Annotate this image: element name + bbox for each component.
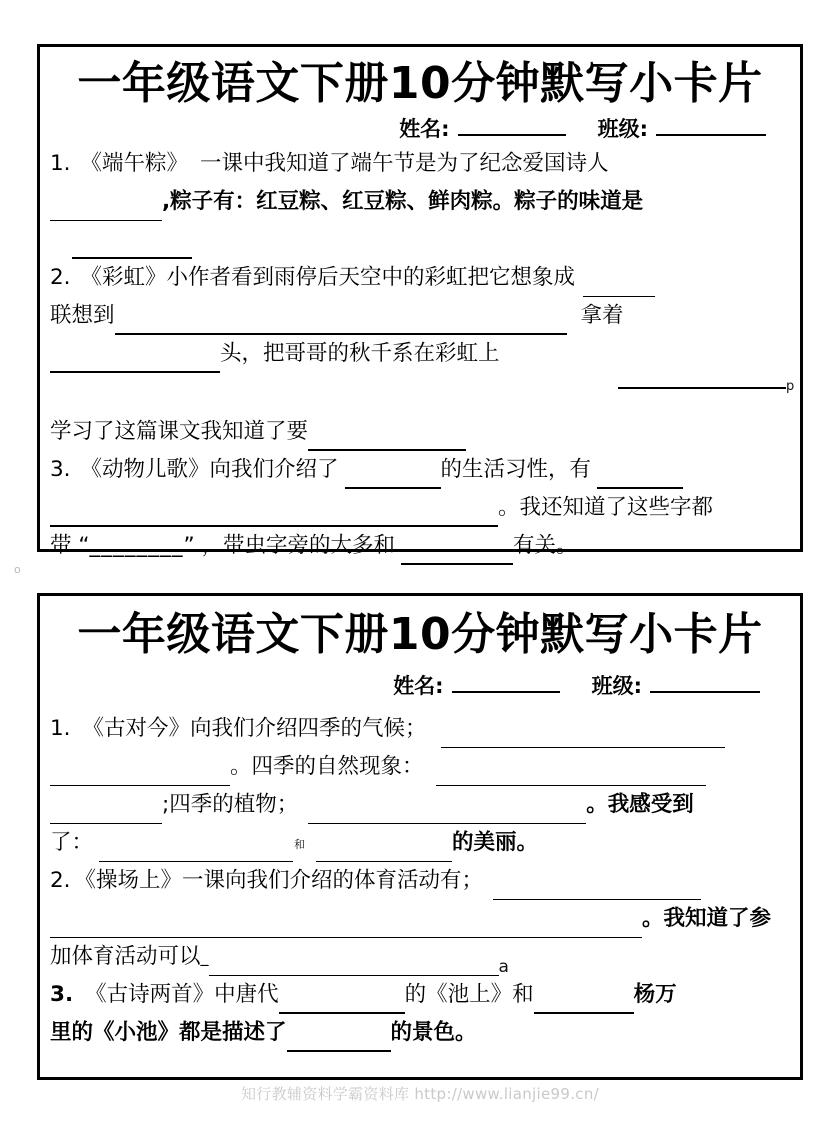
card-2-q1-text-f: 的美丽。 xyxy=(452,830,539,856)
card-2-q1-blank-5[interactable] xyxy=(308,802,586,825)
card-2-q1-blank-1[interactable] xyxy=(441,726,725,749)
card-2-q1-blank-2[interactable] xyxy=(50,764,230,787)
card-1-q3-blank-4[interactable] xyxy=(401,542,513,566)
card-2-class-input[interactable] xyxy=(650,669,760,693)
card-2-q3-line-2 xyxy=(50,1014,790,1052)
card-1-q3-blank-2[interactable] xyxy=(597,466,683,490)
card-2-q3-blank-3[interactable] xyxy=(287,1029,391,1053)
card-1-q3-line-2 xyxy=(50,489,790,527)
card-2-q3-text-b: 的《池上》和 xyxy=(404,982,534,1008)
card-1-q3-text-b: 的生活习性，有 xyxy=(440,457,592,483)
card-1-meta-row xyxy=(50,112,766,141)
card-1-inner xyxy=(40,59,800,561)
card-1-q1-line-1 xyxy=(50,145,790,183)
card-1-q3-blank-3[interactable] xyxy=(50,504,498,528)
card-1-name-input[interactable] xyxy=(458,112,566,136)
card-1-q2-text-d: 头，把哥哥的秋千系在彩虹上 xyxy=(220,341,500,367)
card-2-q1-blank-4[interactable] xyxy=(50,802,162,825)
card-1-q1-line-2 xyxy=(50,183,790,221)
card-2-q3-blank-1[interactable] xyxy=(279,991,405,1015)
card-2-q2-blank-1[interactable] xyxy=(493,878,701,901)
worksheet-card-2 xyxy=(37,593,803,1080)
card-2-q2-line-3 xyxy=(50,938,790,976)
card-1-q3-text-c: 。我还知道了这些字都 xyxy=(498,495,714,521)
card-2-q1-blank-6[interactable] xyxy=(99,840,293,863)
card-1-q2-text-a: 《彩虹》小作者看到雨停后天空中的彩虹把它想象成 xyxy=(80,265,576,291)
card-1-q1-blank-2[interactable] xyxy=(72,236,192,260)
card-1-q2-line-1 xyxy=(50,259,790,297)
card-1-q3-blank-dashed[interactable]: ________ xyxy=(89,533,184,559)
card-1-q2-blank-1[interactable] xyxy=(583,275,655,298)
card-2-q2-stray-char-a: a xyxy=(498,957,509,978)
card-2-q1-blank-3[interactable] xyxy=(436,764,706,787)
card-1-q3-text-a: 《动物儿歌》向我们介绍了 xyxy=(80,457,339,483)
card-2-q3-text-a: 《古诗两首》中唐代 xyxy=(85,982,279,1008)
card-2-name-label: 姓名: xyxy=(393,674,444,699)
footer-watermark: 知行教辅资料学霸资料库 http://www.lianjie99.cn/ xyxy=(241,1085,599,1103)
card-1-q3-line-3 xyxy=(50,527,790,565)
card-1-q2-line-3 xyxy=(50,335,790,373)
card-1-q2-artifact-line xyxy=(50,373,795,413)
card-1-class-label: 班级: xyxy=(597,117,648,142)
card-2-q1-text-a: 《古对今》向我们介绍四季的气候； xyxy=(82,716,427,742)
card-1-q2-text-b: 联想到 xyxy=(50,303,115,329)
card-2-title: 一年级语文下册10分钟默写小卡片 xyxy=(77,609,763,660)
card-2-q2-line-2 xyxy=(50,900,790,938)
card-1-q3-text-d: 带 “ xyxy=(50,533,90,559)
card-2-questions xyxy=(50,710,790,1052)
card-2-q1-text-b: 。四季的自然现象： xyxy=(230,754,424,780)
card-1-title: 一年级语文下册10分钟默写小卡片 xyxy=(77,58,763,109)
card-2-q1-text-d: 。我感受到 xyxy=(586,792,694,818)
card-2-q3-text-c: 杨万 xyxy=(633,982,677,1008)
card-1-q1-text-a: 《端午粽》 xyxy=(80,151,189,177)
card-1-q2-line-2 xyxy=(50,297,790,335)
card-1-q3-number: 3. xyxy=(50,457,71,483)
page-gap-artifact: o xyxy=(14,563,21,576)
card-1-q3-text-f: 有关。 xyxy=(512,533,578,559)
card-1-q2-blank-3[interactable] xyxy=(50,350,220,374)
card-2-q2-text-a: 《操场上》一课向我们介绍的体育活动有； xyxy=(74,868,484,894)
card-2-q3-blank-2[interactable] xyxy=(534,991,634,1015)
card-1-q3-blank-1[interactable] xyxy=(345,466,441,490)
card-2-q2-blank-3[interactable] xyxy=(209,954,499,977)
card-1-questions xyxy=(50,145,795,565)
card-2-q2-line-1 xyxy=(50,862,790,900)
card-2-name-input[interactable] xyxy=(452,669,560,693)
card-1-q3-line-1 xyxy=(50,451,790,489)
card-2-q3-text-e: 的景色。 xyxy=(390,1020,477,1046)
card-1-q3-text-e: ” ，带虫字旁的大多和 xyxy=(183,533,395,559)
card-2-inner xyxy=(40,610,800,1091)
card-2-q1-number: 1. xyxy=(50,716,71,742)
card-1-q1-text-b: 一课中我知道了端午节是为了纪念爱国诗人 xyxy=(200,151,609,177)
card-1-q1-number: 1. xyxy=(50,151,71,177)
card-2-q1-line-1 xyxy=(50,710,790,748)
card-1-q2-text-e: 学习了这篇课文我知道了要 xyxy=(50,419,309,445)
card-1-q1-blank-1[interactable] xyxy=(50,199,162,222)
card-1-q2-line-4 xyxy=(50,413,790,451)
card-2-q1-line-2 xyxy=(50,748,790,786)
card-2-meta-row xyxy=(50,669,760,698)
card-2-q2-underscore: _ xyxy=(200,947,209,967)
card-1-name-label: 姓名: xyxy=(399,117,450,142)
card-1-q2-blank-2[interactable] xyxy=(115,312,567,336)
card-1-q1-text-c: ,粽子有：红豆粽、红豆粽、鲜肉粽。粽子的味道是 xyxy=(162,189,644,215)
card-1-class-input[interactable] xyxy=(656,112,766,136)
card-2-q1-line-3 xyxy=(50,786,790,824)
card-2-q3-number: 3. xyxy=(50,982,74,1008)
card-1-stray-rule xyxy=(618,387,786,389)
card-2-class-label: 班级: xyxy=(591,674,642,699)
card-2-q1-text-e: 了： xyxy=(50,830,94,856)
card-2-q3-text-d: 里的《小池》都是描述了 xyxy=(50,1020,287,1046)
card-2-q2-number: 2. xyxy=(50,868,71,894)
card-1-q2-text-c: 拿着 xyxy=(580,303,624,329)
card-2-q1-stray-char: 和 xyxy=(294,838,306,852)
card-1-q2-number: 2. xyxy=(50,265,71,291)
card-2-q1-blank-7[interactable] xyxy=(316,840,452,863)
worksheet-card-1 xyxy=(37,44,803,559)
card-2-q1-text-c: ;四季的植物； xyxy=(162,792,299,818)
card-2-q2-text-b: 。我知道了参 xyxy=(642,906,772,932)
card-1-stray-char-p: p xyxy=(786,379,795,395)
card-1-q2-blank-4[interactable] xyxy=(308,428,466,452)
card-2-q2-text-c: 加体育活动可以 xyxy=(50,944,201,970)
card-2-q2-blank-2[interactable] xyxy=(50,916,642,939)
card-2-q1-line-4 xyxy=(50,824,790,862)
card-1-q1-line-3 xyxy=(50,221,790,259)
card-2-q3-line-1 xyxy=(50,976,790,1014)
